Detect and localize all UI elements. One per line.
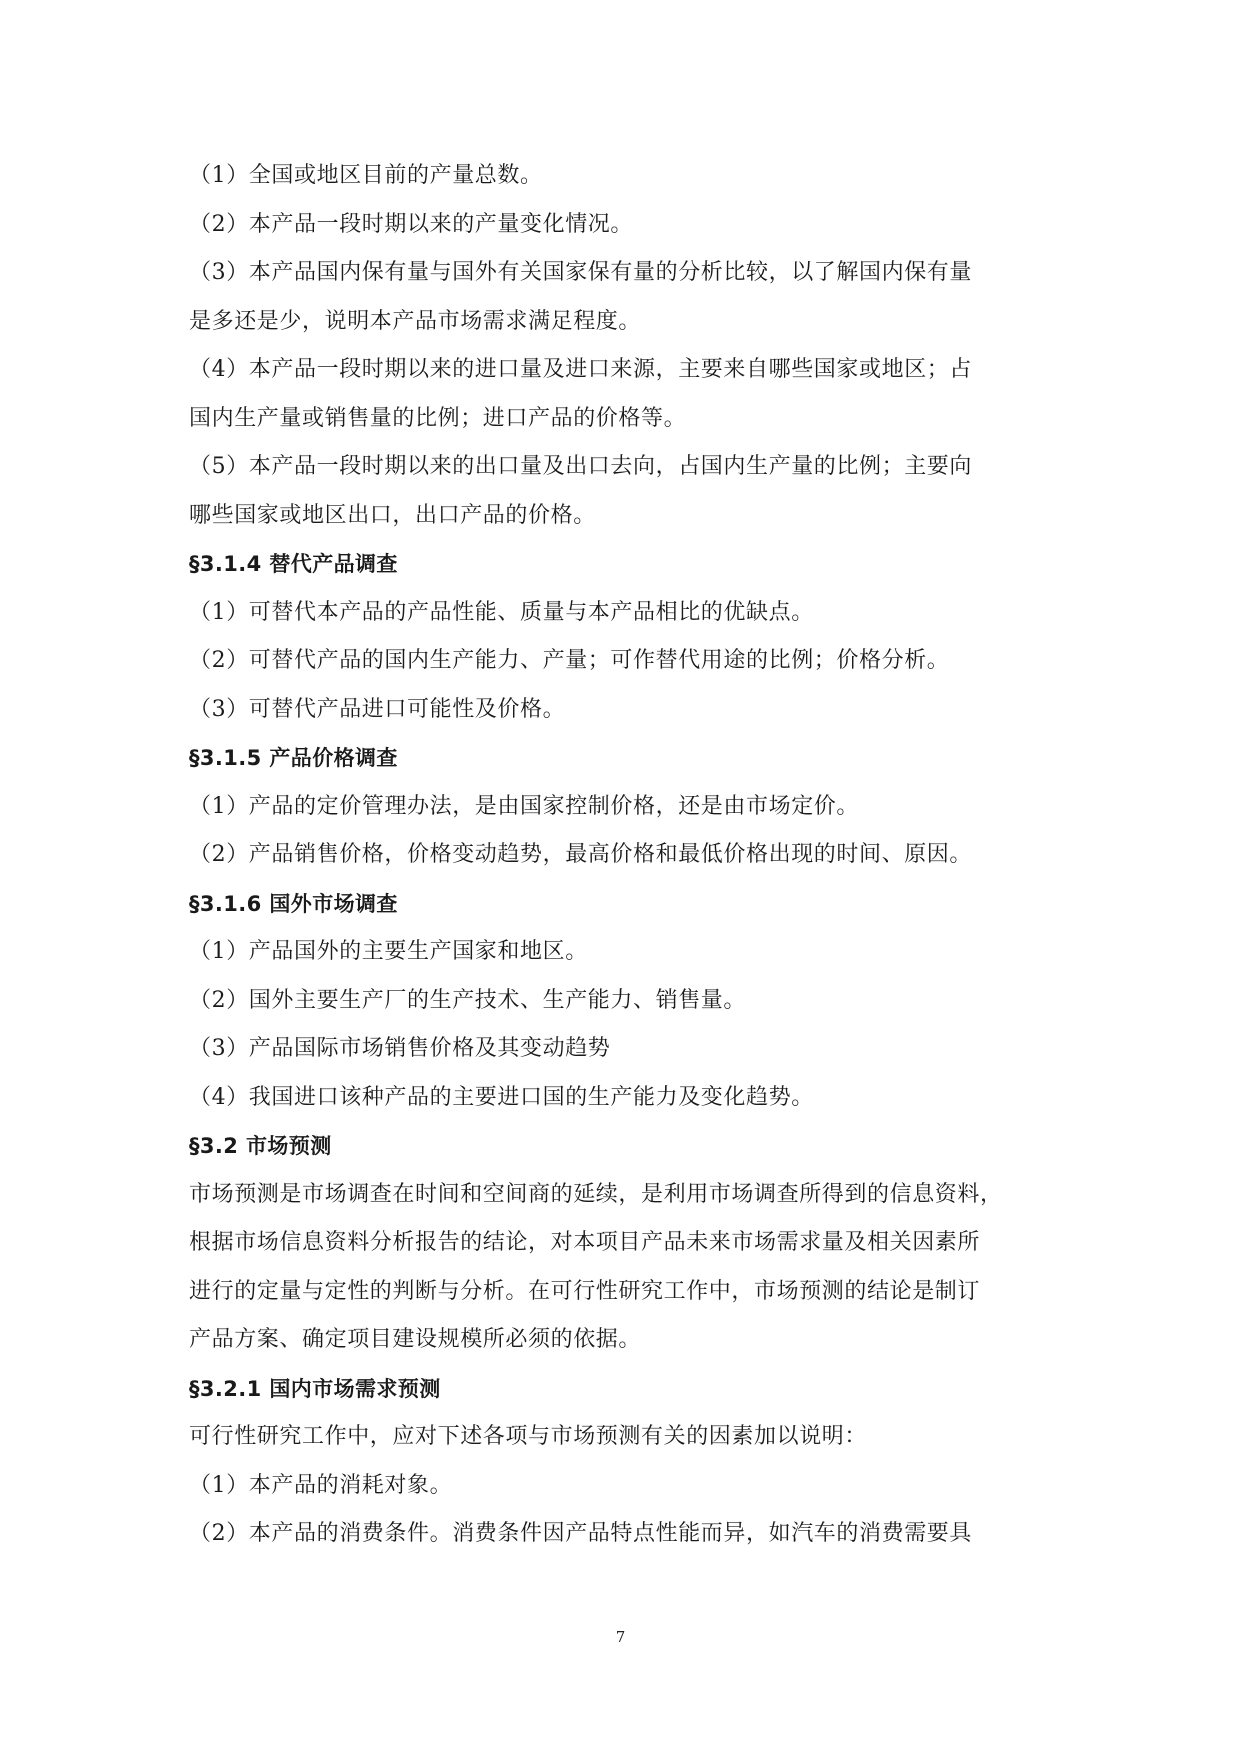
body-line: （1）全国或地区目前的产量总数。 bbox=[189, 163, 543, 188]
section-heading: §3.2 市场预测 bbox=[189, 1134, 332, 1158]
body-line: （2）本产品一段时期以来的产量变化情况。 bbox=[189, 211, 633, 237]
body-line: （4）本产品一段时期以来的进口量及进口来源，主要来自哪些国家或地区；占 bbox=[189, 357, 972, 382]
body-line: （2）本产品的消费条件。消费条件因产品特点性能而异，如汽车的消费需要具 bbox=[189, 1521, 972, 1546]
section-heading: §3.1.6 国外市场调查 bbox=[189, 891, 398, 916]
body-line: （4）我国进口该种产品的主要进口国的生产能力及变化趋势。 bbox=[189, 1084, 814, 1110]
body-line: 产品方案、确定项目建设规模所必须的依据。 bbox=[189, 1327, 642, 1352]
section-heading: §3.1.5 产品价格调查 bbox=[189, 746, 398, 770]
body-line: （3）产品国际市场销售价格及其变动趋势 bbox=[189, 1036, 611, 1061]
body-line: 市场预测是市场调查在时间和空间商的延续，是利用市场调查所得到的信息资料， bbox=[189, 1181, 1003, 1207]
body-line: 国内生产量或销售量的比例；进口产品的价格等。 bbox=[189, 405, 687, 431]
body-line: （1）产品国外的主要生产国家和地区。 bbox=[189, 939, 588, 964]
section-heading: §3.2.1 国内市场需求预测 bbox=[189, 1376, 441, 1401]
body-line: 进行的定量与定性的判断与分析。在可行性研究工作中，市场预测的结论是制订 bbox=[189, 1278, 981, 1304]
body-line: 哪些国家或地区出口，出口产品的价格。 bbox=[189, 502, 596, 528]
body-line: （2）产品销售价格，价格变动趋势，最高价格和最低价格出现的时间、原因。 bbox=[189, 842, 972, 867]
body-line: （1）可替代本产品的产品性能、质量与本产品相比的优缺点。 bbox=[189, 599, 814, 625]
body-line: （3）可替代产品进口可能性及价格。 bbox=[189, 696, 566, 722]
body-line: （1）本产品的消耗对象。 bbox=[189, 1472, 453, 1498]
body-line: （3）本产品国内保有量与国外有关国家保有量的分析比较，以了解国内保有量 bbox=[189, 260, 972, 285]
page-number: 7 bbox=[615, 1628, 626, 1646]
body-line: 可行性研究工作中，应对下述各项与市场预测有关的因素加以说明： bbox=[189, 1424, 868, 1449]
body-line: （1）产品的定价管理办法，是由国家控制价格，还是由市场定价。 bbox=[189, 793, 859, 819]
body-line: （2）可替代产品的国内生产能力、产量；可作替代用途的比例；价格分析。 bbox=[189, 648, 950, 673]
section-heading: §3.1.4 替代产品调查 bbox=[189, 552, 398, 576]
body-line: （2）国外主要生产厂的生产技术、生产能力、销售量。 bbox=[189, 987, 746, 1013]
body-line: 是多还是少，说明本产品市场需求满足程度。 bbox=[189, 308, 642, 334]
page-body bbox=[189, 152, 1054, 1559]
body-line: （5）本产品一段时期以来的出口量及出口去向，占国内生产量的比例；主要向 bbox=[189, 454, 972, 479]
body-line: 根据市场信息资料分析报告的结论，对本项目产品未来市场需求量及相关因素所 bbox=[189, 1230, 981, 1255]
